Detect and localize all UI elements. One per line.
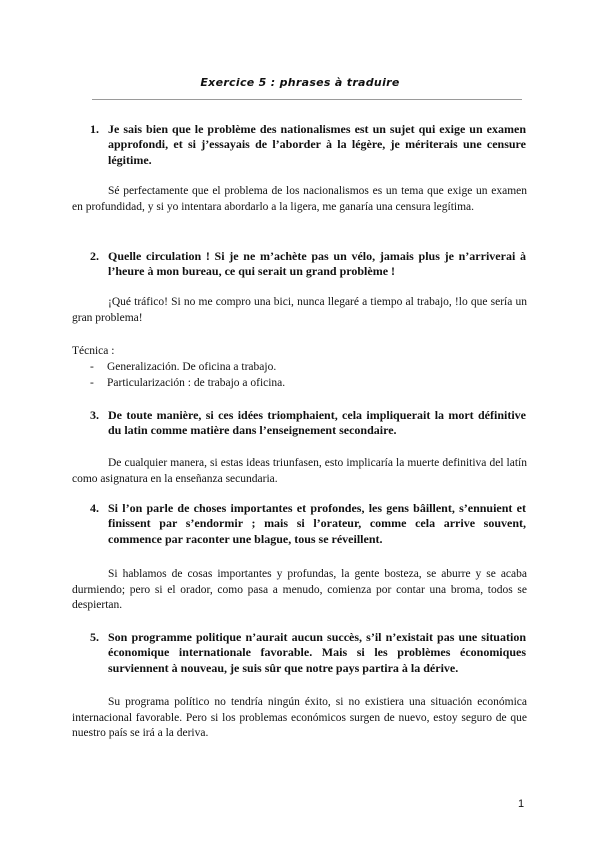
exercise-4-sentence bbox=[90, 501, 526, 547]
exercise-number: 2. bbox=[90, 249, 99, 263]
exercise-4-translation: Si hablamos de cosas importantes y profundas, la gente bosteza, se aburre y se acaba durmiendo; pero si el orador, como pasa a menudo, comienza por contar una broma, todos se despiertan. bbox=[72, 568, 527, 612]
french-sentence: Quelle circulation ! Si je ne m’achète pas un vélo, jamais plus je n’arriverai à l’heure à mon bureau, ce qui serait un grand problème ! bbox=[108, 249, 526, 279]
exercise-2-sentence bbox=[90, 249, 526, 280]
page-number: 1 bbox=[518, 798, 525, 810]
tecnica-label: Técnica : bbox=[72, 345, 115, 357]
tecnica-item-text: Particularización : de trabajo a oficina. bbox=[107, 377, 286, 389]
bullet-dash-icon: - bbox=[90, 377, 94, 389]
exercise-1-sentence bbox=[90, 122, 526, 168]
tecnica-item-text: Generalización. De oficina a trabajo. bbox=[107, 361, 277, 373]
page-title: Exercice 5 : phrases à traduire bbox=[200, 76, 400, 89]
exercise-3-sentence bbox=[90, 408, 526, 439]
exercise-2-translation: ¡Qué tráfico! Si no me compro una bici, nunca llegaré a tiempo al trabajo, !lo que sería un gran problema! bbox=[72, 296, 527, 324]
french-sentence: Je sais bien que le problème des nationalismes est un sujet qui exige un examen approfondi, et si j’essayais de l’aborder à la légère, je mériterais une censure légitime. bbox=[108, 122, 526, 167]
bullet-dash-icon: - bbox=[90, 361, 94, 373]
exercise-number: 5. bbox=[90, 630, 99, 644]
exercise-1-translation: Sé perfectamente que el problema de los nacionalismos es un tema que exige un examen en profundidad, y si yo intentara abordarlo a la ligera, me ganaría una censura legítima. bbox=[72, 185, 527, 213]
exercise-number: 3. bbox=[90, 408, 99, 422]
french-sentence: Son programme politique n’aurait aucun succès, s’il n’existait pas une situation économique internationale favorable. Mais si les problèmes économiques surviennent à nouveau, je suis sûr que notre pays partira à la dérive. bbox=[108, 630, 526, 675]
exercise-number: 1. bbox=[90, 122, 99, 136]
exercise-number: 4. bbox=[90, 501, 99, 515]
exercise-3-translation: De cualquier manera, si estas ideas triunfasen, esto implicaría la muerte definitiva del latín como asignatura en la enseñanza secundaria. bbox=[72, 457, 527, 485]
title-divider bbox=[92, 99, 522, 100]
exercise-5-translation: Su programa político no tendría ningún éxito, si no existiera una situación económica internacional favorable. Pero si los problemas económicos surgen de nuevo, estoy seguro de que nuestro país se irá a la deriva. bbox=[72, 696, 527, 740]
french-sentence: De toute manière, si ces idées triomphaient, cela impliquerait la mort définitive du latin comme matière dans l’enseignement secondaire. bbox=[108, 408, 526, 438]
exercise-5-sentence bbox=[90, 630, 526, 676]
french-sentence: Si l’on parle de choses importantes et profondes, les gens bâillent, s’ennuient et finissent par s’endormir ; mais si l’orateur, comme cela arrive souvent, commence par raconter une blague, tous se réveillent. bbox=[108, 501, 526, 546]
